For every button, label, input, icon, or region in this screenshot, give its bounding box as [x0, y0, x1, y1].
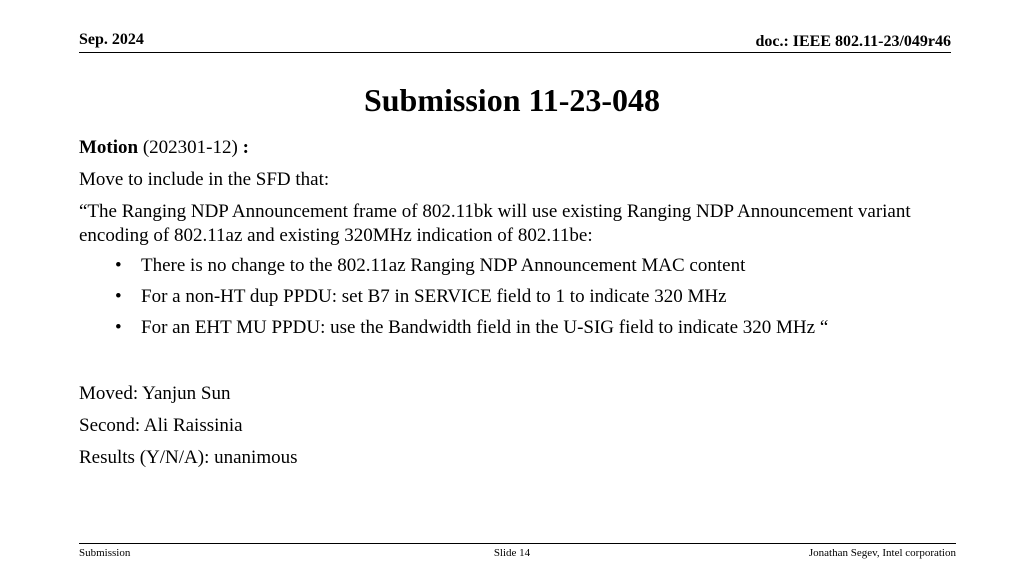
bullet-glyph: •	[115, 317, 122, 338]
motion-id: (202301-12)	[142, 137, 238, 158]
motion-bullet-list	[79, 254, 959, 347]
motion-heading	[79, 136, 959, 160]
footer-submission: Submission	[79, 547, 131, 559]
vote-results: Results (Y/N/A): unanimous	[79, 447, 298, 468]
list-item	[115, 254, 959, 285]
header-doc-id: doc.: IEEE 802.11-23/049r46	[755, 33, 951, 50]
vote-record	[79, 382, 298, 478]
bullet-text: There is no change to the 802.11az Ranging NDP Announcement MAC content	[141, 255, 746, 276]
motion-quote: “The Ranging NDP Announcement frame of 802.11bk will use existing Ranging NDP Announcement variant encoding of 802.11az and existing 320MHz indication of 802.11be:	[79, 201, 911, 246]
bullet-text: For an EHT MU PPDU: use the Bandwidth field in the U-SIG field to indicate 320 MHz “	[141, 317, 829, 338]
seconded-by: Second: Ali Raissinia	[79, 415, 243, 436]
bullet-text: For a non-HT dup PPDU: set B7 in SERVICE field to 1 to indicate 320 MHz	[141, 286, 727, 307]
bullet-glyph: •	[115, 286, 122, 307]
footer-divider	[79, 543, 956, 544]
motion-body	[79, 136, 959, 347]
footer-author: Jonathan Segev, Intel corporation	[808, 547, 956, 559]
slide-title: Submission 11-23-048	[363, 82, 661, 118]
motion-colon: :	[242, 137, 249, 158]
list-item	[115, 285, 959, 316]
header-divider	[79, 52, 951, 53]
footer-slide-number: Slide 14	[493, 547, 531, 559]
motion-label: Motion	[79, 137, 139, 158]
bullet-glyph: •	[115, 255, 122, 276]
motion-intro: Move to include in the SFD that:	[79, 169, 330, 190]
header-date: Sep. 2024	[79, 31, 144, 48]
moved-by: Moved: Yanjun Sun	[79, 383, 231, 404]
list-item	[115, 316, 959, 347]
